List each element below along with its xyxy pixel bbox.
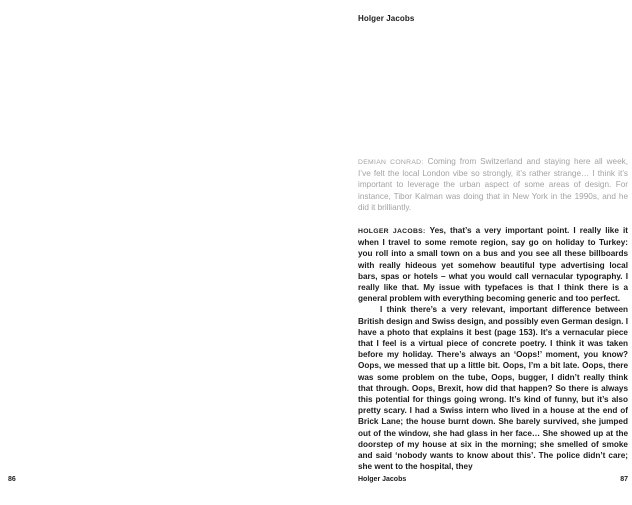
running-header-title: Holger Jacobs (358, 14, 415, 23)
speaker-name-holger-jacobs: HOLGER JACOBS: (358, 228, 426, 236)
speaker-name-demian-conrad: DEMIAN CONRAD: (358, 159, 424, 166)
dialogue-paragraph-continued (358, 304, 628, 472)
right-page-footer (358, 476, 628, 483)
dialogue-paragraph-demian-conrad (358, 156, 628, 213)
page-number-left: 86 (8, 476, 16, 483)
dialogue-paragraph-holger-jacobs (358, 225, 628, 304)
dialogue-text: I think there’s a very relevant, important difference between British design and Swiss design, and possibly even German design. I have a photo that explains it best (page 153). It’s a vernacular piece that I feel is a virtual piece of concrete poetry. I think it was taken before my holiday. There’s always an ‘Oops!’ moment, you know? Oops, we messed that up a little bit. Oops, I’m a bit late. Oops, there was some problem on the tube, Oops, bugger, I didn’t really think that through. Oops, Brexit, how did that happen? So there is always this potential for things going wrong. It’s kind of funny, but it’s also pretty scary. I had a Swiss intern who lived in a house at the end of Brick Lane; the house burnt down. She barely survived, she jumped out of the window, she had glass in her face… She showed up at the doorstep of my house at six in the morning; she smelled of smoke and said ‘nobody wants to know about this’. The police didn’t care; she went to the hospital, they (358, 305, 628, 472)
dialogue-text: Coming from Switzerland and staying here all week, I’ve felt the local London vibe so strongly, it’s rather strange… I think it’s important to leverage the urban aspect of some areas of design. For instance, Tibor Kalman was doing that in New York in the 1990s, and he did it brilliantly. (358, 157, 628, 212)
page-number-right: 87 (620, 476, 628, 483)
dialogue-text: Yes, that’s a very important point. I really like it when I travel to some remote region, say go on holiday to Turkey: you roll into a small town on a bus and you see all these billboards with really hideous yet somehow beautiful type advertising local bars, spas or hotels – what you would call vernacular typography. I really like that. My issue with typefaces is that I think there is a general problem with everything becoming generic and too perfect. (358, 226, 628, 304)
interview-text-column (358, 156, 628, 472)
footer-title: Holger Jacobs (358, 476, 407, 483)
